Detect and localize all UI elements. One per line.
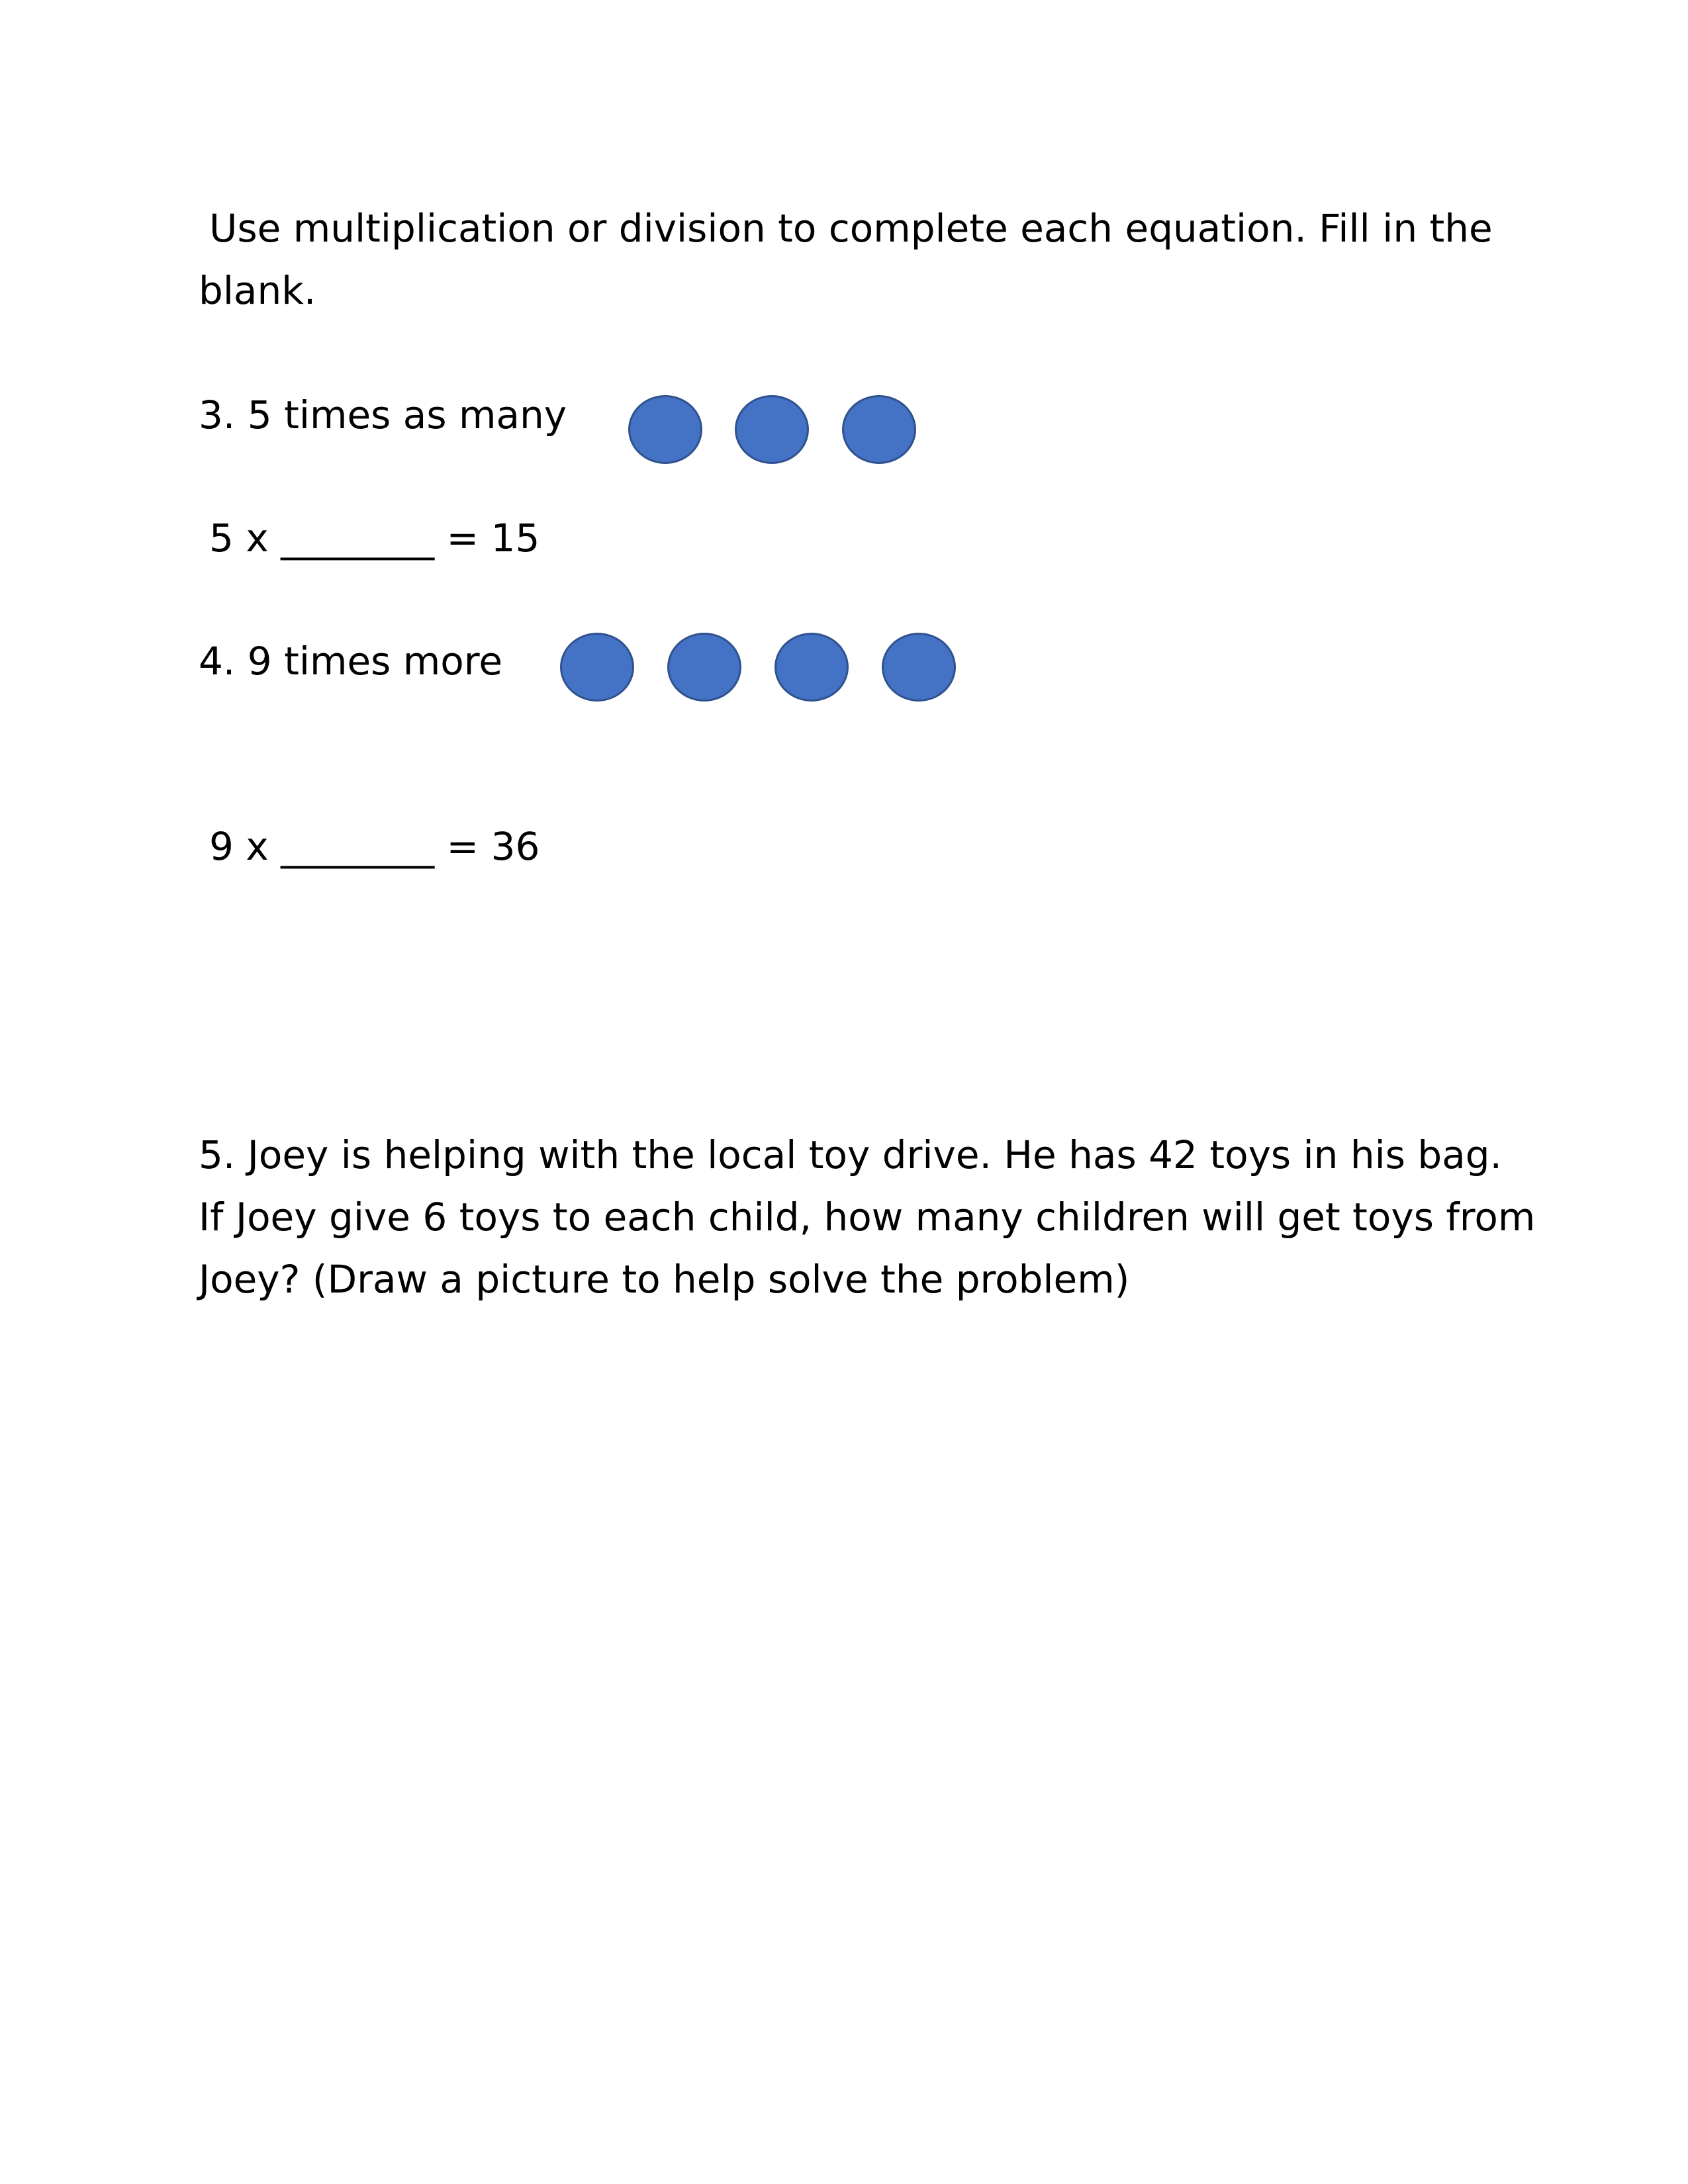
problem-4-circle: [774, 633, 849, 702]
problem-3-circle: [735, 395, 809, 464]
problem-4-label: 4. 9 times more: [199, 639, 503, 684]
problem-4-circle: [667, 633, 741, 702]
problem-4-circle: [882, 633, 956, 702]
problem-3-circle: [842, 395, 916, 464]
instructions-line-1: Use multiplication or division to complete each equation. Fill in the: [209, 206, 1493, 251]
problem-5-line-2: If Joey give 6 toys to each child, how many children will get toys from: [199, 1195, 1536, 1240]
problem-4-circle: [560, 633, 634, 702]
problem-5-line-3: Joey? (Draw a picture to help solve the problem): [199, 1257, 1130, 1302]
problem-3-label: 3. 5 times as many: [199, 392, 567, 437]
problem-3-equation: 5 x ________ = 15: [209, 516, 540, 561]
instructions-line-2: blank.: [199, 268, 316, 313]
problem-4-equation: 9 x ________ = 36: [209, 824, 540, 869]
problem-5-line-1: 5. Joey is helping with the local toy drive. He has 42 toys in his bag.: [199, 1132, 1502, 1177]
problem-3-circle: [628, 395, 702, 464]
